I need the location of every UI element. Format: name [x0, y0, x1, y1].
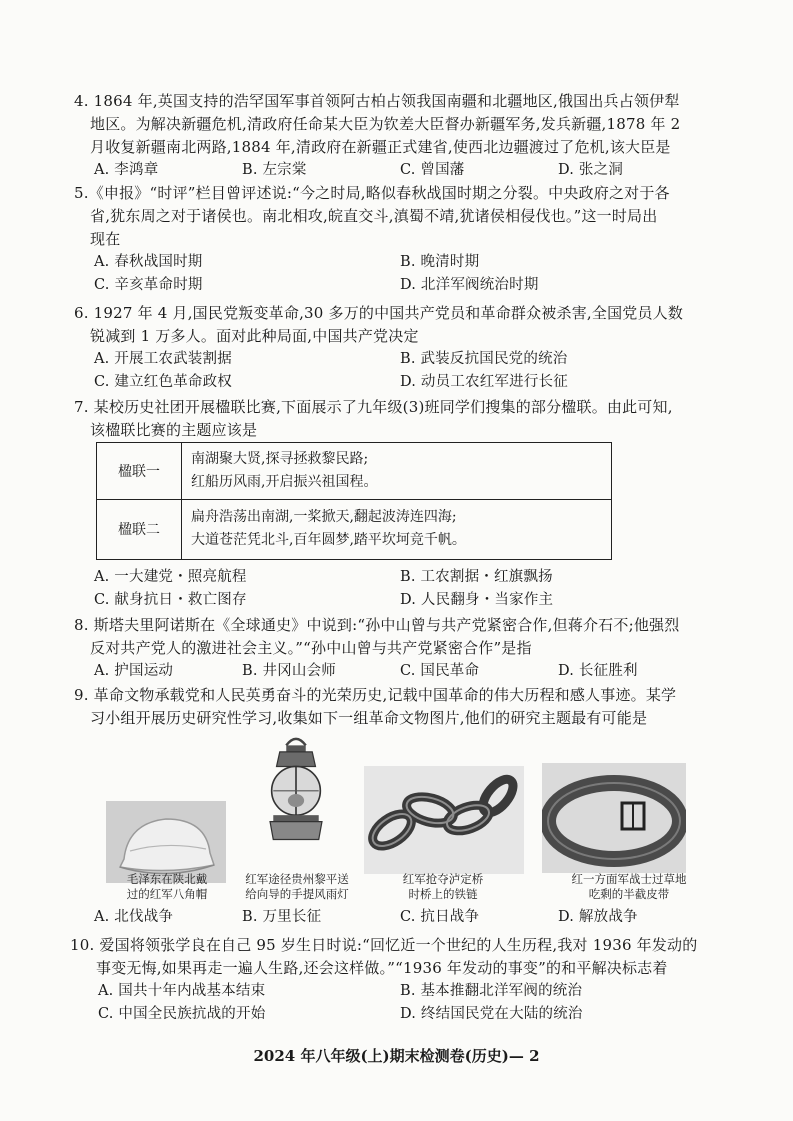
- q6-option-b[interactable]: B. 武装反抗国民党的统治: [400, 351, 568, 367]
- caption-belt: [554, 872, 704, 902]
- q4-line-3: 月收复新疆南北两路,1884 年,清政府在新疆正式建省,使西北边疆渡过了危机,该大臣是: [90, 138, 671, 156]
- question-9-options: [74, 906, 734, 929]
- question-9: [74, 684, 734, 730]
- q4-option-a[interactable]: A. 李鸿章: [94, 162, 159, 178]
- q5-option-b[interactable]: B. 晚清时期: [400, 254, 480, 270]
- caption-cap: [102, 872, 232, 902]
- iron-chain-image: [364, 764, 524, 876]
- q4-option-d[interactable]: D. 张之洞: [558, 162, 624, 178]
- caption-chain-line-2: 时桥上的铁链: [408, 887, 478, 901]
- q7-line-1: 7. 某校历史社团开展楹联比赛,下面展示了九年级(3)班同学们搜集的部分楹联。由此可知,: [74, 398, 673, 416]
- question-10: [70, 934, 750, 1026]
- caption-lantern: [232, 872, 362, 902]
- q10-option-a[interactable]: A. 国共十年内战基本结束: [98, 983, 266, 999]
- couplet-row-2: [97, 499, 611, 559]
- q8-option-b[interactable]: B. 井冈山会师: [242, 663, 336, 679]
- q9-options: [74, 906, 734, 929]
- q8-option-d[interactable]: D. 长征胜利: [558, 663, 638, 679]
- q9-line-2: 习小组开展历史研究性学习,收集如下一组革命文物图片,他们的研究主题最有可能是: [90, 709, 648, 727]
- question-6: [74, 302, 734, 394]
- q6-options-row-2: [74, 371, 734, 394]
- caption-lantern-line-1: 红军途径贵州黎平送: [245, 872, 349, 886]
- caption-belt-line-1: 红一方面军战士过草地: [571, 872, 687, 886]
- q4-line-2: 地区。为解决新疆危机,清政府任命某大臣为钦差大臣督办新疆军务,发兵新疆,1878 年 2: [90, 115, 681, 133]
- q10-line-2: 事变无悔,如果再走一遍人生路,还会这样做。”“1936 年发动的事变”的和平解决标志着: [96, 959, 668, 977]
- caption-chain-line-1: 红军抢夺泸定桥: [402, 872, 484, 886]
- q8-line-2: 反对共产党人的激进社会主义。”“孙中山曾与共产党紧密合作”是指: [90, 639, 532, 657]
- caption-lantern-line-2: 给向导的手提风雨灯: [245, 887, 349, 901]
- page-footer: 2024 年八年级(上)期末检测卷(历史)— 2: [253, 1047, 540, 1065]
- couplet-label-1: 楹联一: [97, 443, 182, 499]
- q6-options-row-1: [74, 348, 734, 371]
- q6-line-1: 6. 1927 年 4 月,国民党叛变革命,30 多万的中国共产党员和革命群众被杀害,全国党员人数: [74, 304, 684, 322]
- caption-chain: [378, 872, 508, 902]
- q10-options-row-2: [70, 1003, 750, 1026]
- q10-option-c[interactable]: C. 中国全民族抗战的开始: [98, 1006, 266, 1022]
- question-4: [74, 90, 734, 182]
- caption-cap-line-1: 毛泽东在陕北戴: [126, 872, 208, 886]
- q10-line-1: 10. 爱国将领张学良在自己 95 岁生日时说:“回忆近一个世纪的人生历程,我对 1936 年发动的: [70, 936, 698, 954]
- caption-belt-line-2: 吃剩的半截皮带: [588, 887, 670, 901]
- q7-options-row-2: [74, 589, 734, 612]
- q8-options: [74, 660, 734, 683]
- couplet-1-line-2: 红船历风雨,开启振兴祖国程。: [191, 474, 378, 490]
- q8-option-a[interactable]: A. 护国运动: [94, 663, 174, 679]
- q8-line-1: 8. 斯塔夫里阿诺斯在《全球通史》中说到:“孙中山曾与共产党紧密合作,但蒋介石不;他强烈: [74, 616, 680, 634]
- q5-options-row-1: [74, 251, 734, 274]
- question-8: [74, 614, 734, 683]
- q6-option-d[interactable]: D. 动员工农红军进行长征: [400, 374, 568, 390]
- couplet-table: [96, 442, 612, 560]
- leather-belt-image: [542, 762, 686, 874]
- q7-option-d[interactable]: D. 人民翻身・当家作主: [400, 592, 554, 608]
- q6-option-a[interactable]: A. 开展工农武装割据: [94, 351, 232, 367]
- question-7: [74, 396, 734, 442]
- q5-line-2: 省,犹东周之对于诸侯也。南北相攻,皖直交斗,滇蜀不靖,犹诸侯相侵伐也。”这一时局出: [90, 207, 658, 225]
- q5-option-c[interactable]: C. 辛亥革命时期: [94, 277, 203, 293]
- q6-option-c[interactable]: C. 建立红色革命政权: [94, 374, 232, 390]
- q9-option-d[interactable]: D. 解放战争: [558, 909, 638, 925]
- q9-option-b[interactable]: B. 万里长征: [242, 909, 322, 925]
- caption-cap-line-2: 过的红军八角帽: [126, 887, 208, 901]
- storm-lantern-image: [254, 734, 338, 846]
- couplet-2-line-1: 扁舟浩荡出南湖,一桨掀天,翻起波涛连四海;: [191, 509, 457, 525]
- couplet-content-1: [191, 448, 377, 494]
- q5-options-row-2: [74, 274, 734, 297]
- question-7-options: [74, 566, 734, 612]
- q7-option-c[interactable]: C. 献身抗日・救亡图存: [94, 592, 247, 608]
- q4-option-c[interactable]: C. 曾国藩: [400, 162, 465, 178]
- q7-line-2: 该楹联比赛的主题应该是: [90, 421, 258, 439]
- q5-option-a[interactable]: A. 春秋战国时期: [94, 254, 203, 270]
- question-5: [74, 182, 734, 297]
- q6-line-2: 锐减到 1 万多人。面对此种局面,中国共产党决定: [90, 327, 419, 345]
- q5-line-1: 5.《申报》“时评”栏目曾评述说:“今之时局,略似春秋战国时期之分裂。中央政府之对于各: [74, 184, 670, 202]
- q4-option-b[interactable]: B. 左宗棠: [242, 162, 307, 178]
- q5-line-3: 现在: [90, 230, 121, 248]
- couplet-row-1: [97, 443, 611, 500]
- q7-options-row-1: [74, 566, 734, 589]
- q4-line-1: 4. 1864 年,英国支持的浩罕国军事首领阿古柏占领我国南疆和北疆地区,俄国出兵占领伊犁: [74, 92, 680, 110]
- couplet-2-line-2: 大道苍茫凭北斗,百年圆梦,踏平坎坷竞千帆。: [191, 532, 466, 548]
- q7-option-b[interactable]: B. 工农割据・红旗飘扬: [400, 569, 553, 585]
- q4-options: [74, 159, 734, 182]
- couplet-1-line-1: 南湖聚大贤,探寻拯救黎民路;: [191, 451, 369, 467]
- q8-option-c[interactable]: C. 国民革命: [400, 663, 480, 679]
- q7-option-a[interactable]: A. 一大建党・照亮航程: [94, 569, 247, 585]
- q10-option-b[interactable]: B. 基本推翻北洋军阀的统治: [400, 983, 583, 999]
- q9-option-c[interactable]: C. 抗日战争: [400, 909, 480, 925]
- q5-option-d[interactable]: D. 北洋军阀统治时期: [400, 277, 539, 293]
- couplet-content-2: [191, 506, 466, 552]
- q9-line-1: 9. 革命文物承载党和人民英勇奋斗的光荣历史,记载中国革命的伟大历程和感人事迹。某学: [74, 686, 677, 704]
- q10-options-row-1: [70, 980, 750, 1003]
- q10-option-d[interactable]: D. 终结国民党在大陆的统治: [400, 1006, 583, 1022]
- couplet-label-2: 楹联二: [97, 499, 182, 559]
- q9-option-a[interactable]: A. 北伐战争: [94, 909, 174, 925]
